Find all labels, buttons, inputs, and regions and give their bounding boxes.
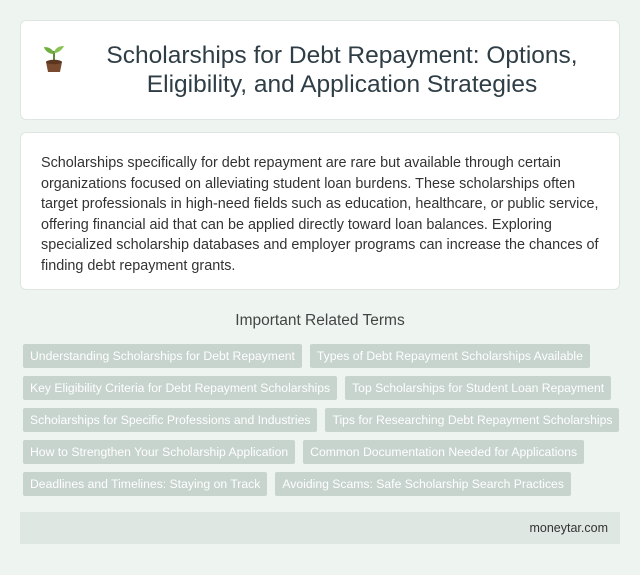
related-terms-heading: Important Related Terms (235, 312, 405, 329)
related-term-tag[interactable]: Top Scholarships for Student Loan Repayment (345, 376, 611, 400)
summary-card (20, 132, 620, 290)
related-term-tag[interactable]: Common Documentation Needed for Applications (303, 440, 584, 464)
related-term-tag[interactable]: Scholarships for Specific Professions and Industries (23, 408, 317, 432)
related-term-tag[interactable]: Types of Debt Repayment Scholarships Available (310, 344, 590, 368)
related-term-tag[interactable]: Tips for Researching Debt Repayment Scholarships (325, 408, 619, 432)
related-term-tag[interactable]: Key Eligibility Criteria for Debt Repayment Scholarships (23, 376, 337, 400)
related-term-tag[interactable]: Understanding Scholarships for Debt Repayment (23, 344, 302, 368)
related-term-tag[interactable]: How to Strengthen Your Scholarship Application (23, 440, 295, 464)
sprout-icon (41, 45, 67, 73)
related-terms-list (23, 344, 623, 496)
related-term-tag[interactable]: Deadlines and Timelines: Staying on Track (23, 472, 267, 496)
summary-text: Scholarships specifically for debt repayment are rare but available through certain organizations focused on alleviating student loan burdens. These scholarships often target professionals in high-need fields such as education, healthcare, or public service, offering financial aid that can be applied directly toward loan balances. Exploring specialized scholarship databases and employer programs can increase the chances of finding debt repayment grants. (41, 155, 599, 274)
footer-site-link[interactable]: moneytar.com (529, 521, 608, 535)
footer (20, 512, 620, 544)
title-card (20, 20, 620, 120)
title-row (41, 41, 599, 99)
page-title: Scholarships for Debt Repayment: Options, Eligibility, and Application Strategies (106, 42, 578, 98)
related-term-tag[interactable]: Avoiding Scams: Safe Scholarship Search Practices (275, 472, 571, 496)
